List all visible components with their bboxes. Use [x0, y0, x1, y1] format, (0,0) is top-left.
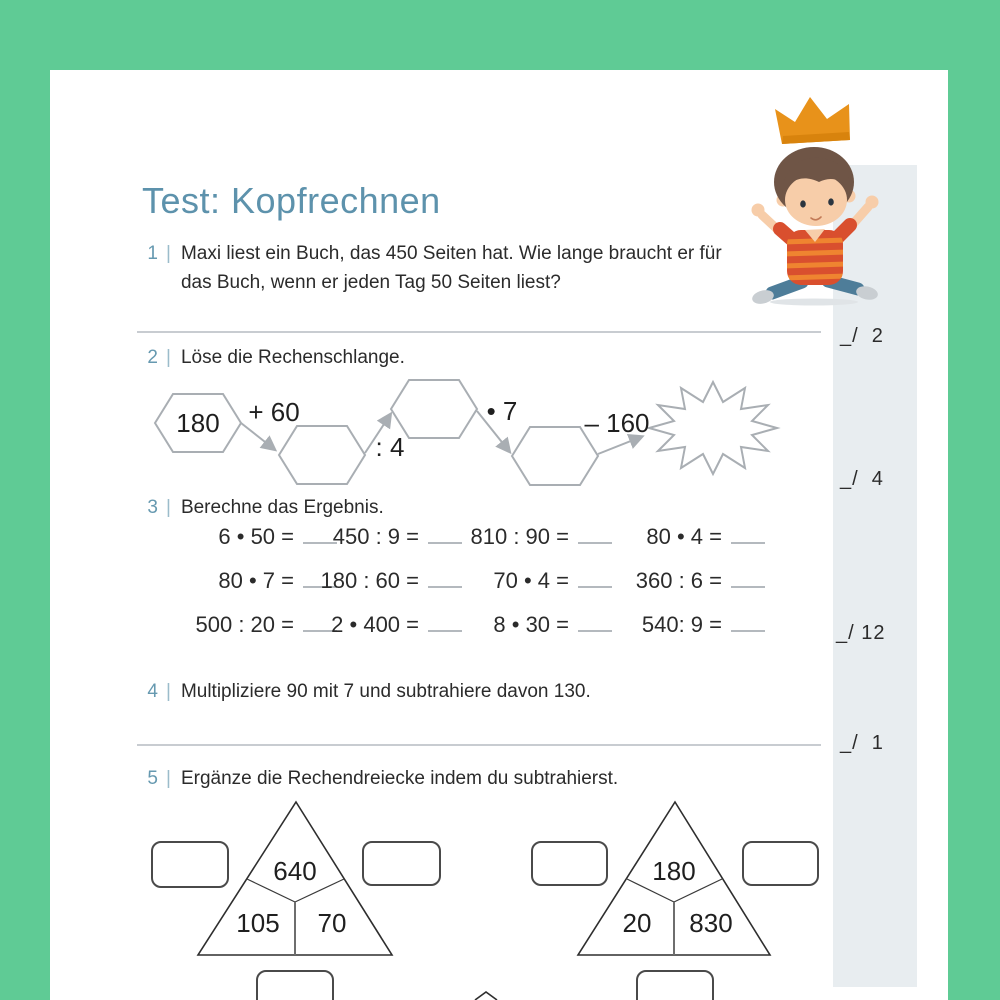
- boy-head: [774, 147, 856, 226]
- rechenschlange-diagram: [140, 375, 800, 490]
- problem-text: 500 : 20 =: [195, 612, 294, 637]
- crown-icon: [775, 97, 850, 144]
- task-4-separator: |: [166, 681, 171, 702]
- problem-text: 810 : 90 =: [470, 524, 569, 549]
- problems-grid: [140, 524, 770, 656]
- task-5-separator: |: [166, 768, 171, 789]
- task-2-number: 2: [147, 347, 158, 368]
- answer-box-left: [152, 842, 228, 887]
- rechendreiecke-diagram: [140, 795, 840, 1000]
- score-task-2: _/ 4: [840, 468, 884, 490]
- section-divider: [137, 331, 821, 333]
- problem-item: [331, 612, 462, 656]
- rechendreieck-next-tip: [475, 992, 497, 1000]
- arrow-icon: [598, 437, 641, 454]
- answer-blank: [731, 528, 765, 544]
- snake-op-4: – 160: [584, 408, 650, 438]
- task-1: [142, 240, 746, 297]
- problem-item: [332, 524, 462, 568]
- answer-box-bottom: [637, 971, 713, 1000]
- task-3-number: 3: [147, 497, 158, 518]
- problem-item: [612, 524, 765, 568]
- answer-blank: [731, 616, 765, 632]
- problem-text: 6 • 50 =: [218, 524, 294, 549]
- answer-blank: [731, 572, 765, 588]
- task-1-text: Maxi liest ein Buch, das 450 Seiten hat. Wie lange braucht er für das Buch, wenn er jeden Tag 50 Seiten liest?: [180, 243, 722, 293]
- problem-item: [320, 568, 462, 612]
- problem-text: 80 • 4 =: [646, 524, 722, 549]
- answer-blank: [428, 616, 462, 632]
- problem-text: 450 : 9 =: [332, 524, 419, 549]
- answer-blank: [578, 528, 612, 544]
- page-title: Test: Kopfrechnen: [142, 180, 441, 221]
- problem-item: [612, 612, 765, 656]
- answer-box-right: [363, 842, 440, 885]
- answer-blank: [578, 616, 612, 632]
- starburst-shape: [649, 382, 777, 474]
- rechendreieck-left: [152, 802, 440, 1000]
- task-2-separator: |: [166, 347, 171, 368]
- task-5: [142, 765, 618, 794]
- problem-text: 70 • 4 =: [493, 568, 569, 593]
- task-5-number: 5: [147, 768, 158, 789]
- task-1-separator: |: [166, 243, 171, 264]
- answer-blank: [428, 528, 462, 544]
- problem-text: 540: 9 =: [641, 612, 722, 637]
- answer-box-right: [743, 842, 818, 885]
- problem-text: 180 : 60 =: [320, 568, 419, 593]
- answer-box-bottom: [257, 971, 333, 1000]
- answer-blank: [578, 572, 612, 588]
- boy-shadow: [770, 299, 858, 306]
- problem-item: [140, 568, 337, 612]
- problem-text: 80 • 7 =: [218, 568, 294, 593]
- answer-box-left: [532, 842, 607, 885]
- snake-op-2: : 4: [375, 432, 405, 462]
- problem-text: 2 • 400 =: [331, 612, 419, 637]
- triangle-value-bottom-right: 70: [317, 908, 347, 938]
- rechendreieck-right: [532, 802, 818, 1000]
- task-4-number: 4: [147, 681, 158, 702]
- triangle-value-bottom-right: 830: [689, 908, 733, 938]
- problem-item: [140, 612, 337, 656]
- score-task-1: _/ 2: [840, 325, 884, 347]
- boy-shirt: [780, 225, 850, 285]
- problem-item: [462, 612, 612, 656]
- task-2: [142, 344, 405, 373]
- answer-blank: [428, 572, 462, 588]
- task-2-text: Löse die Rechenschlange.: [180, 347, 405, 368]
- problem-text: 8 • 30 =: [493, 612, 569, 637]
- score-task-4: _/ 1: [840, 732, 884, 754]
- hexagon-blank-1: [279, 426, 365, 484]
- triangle-value-bottom-left: 20: [622, 908, 652, 938]
- boy-with-crown-illustration: [742, 92, 882, 307]
- task-3: [142, 494, 384, 523]
- task-1-number: 1: [147, 243, 158, 264]
- problem-text: 360 : 6 =: [635, 568, 722, 593]
- task-5-text: Ergänze die Rechendreiecke indem du subtrahierst.: [180, 768, 619, 789]
- triangle-value-bottom-left: 105: [236, 908, 280, 938]
- triangle-value-top: 640: [273, 856, 317, 886]
- snake-op-1: + 60: [248, 397, 300, 427]
- hexagon-blank-2: [391, 380, 477, 438]
- task-3-separator: |: [166, 497, 171, 518]
- snake-start-value: 180: [176, 408, 220, 438]
- section-divider: [137, 744, 821, 746]
- task-4-text: Multipliziere 90 mit 7 und subtrahiere davon 130.: [180, 681, 591, 702]
- problem-item: [612, 568, 765, 612]
- task-4: [142, 678, 591, 707]
- problem-item: [462, 524, 612, 568]
- snake-op-3: • 7: [486, 396, 518, 426]
- score-task-3: _/ 12: [836, 622, 886, 644]
- triangle-value-top: 180: [652, 856, 696, 886]
- problem-item: [140, 524, 337, 568]
- problem-item: [462, 568, 612, 612]
- task-3-text: Berechne das Ergebnis.: [180, 497, 384, 518]
